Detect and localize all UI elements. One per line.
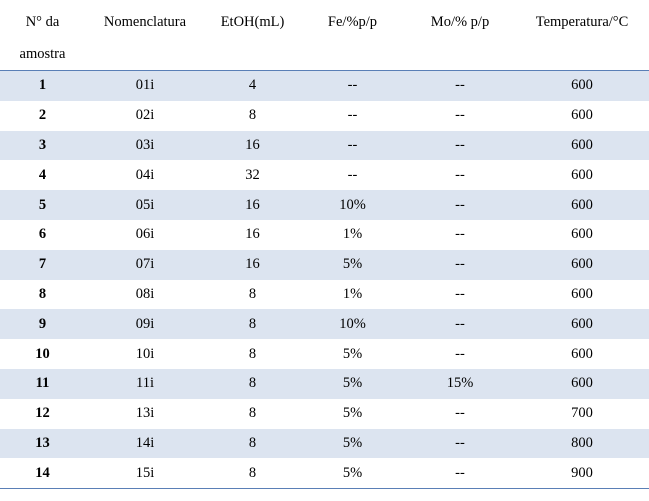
cell-sample-number: 10 [35,345,50,362]
cell-fe: -- [300,71,405,101]
cell-mo: -- [455,345,465,362]
cell-fe: 5% [300,429,405,459]
cell-mo: -- [405,71,515,101]
table-row [0,160,649,190]
cell-nomenclatura: 01i [85,71,205,101]
cell-fe: -- [347,166,358,183]
cell-mo: -- [405,429,515,459]
cell-etoh: 8 [248,345,257,362]
cell-etoh: 32 [245,166,260,183]
cell-nomenclatura: 08i [135,285,155,302]
cell-fe: -- [347,107,358,124]
table-row [0,339,649,369]
cell-mo: -- [455,285,465,302]
table-row [0,280,649,310]
cell-temperatura: 600 [571,107,593,124]
cell-nomenclatura: 02i [135,107,155,124]
cell-nomenclatura: 15i [85,458,205,488]
cell-mo: -- [405,458,515,488]
cell-temperatura: 600 [515,190,649,220]
cell-etoh: 8 [205,429,300,459]
table-row [0,250,649,280]
cell-etoh: 8 [205,309,300,339]
cell-etoh: 16 [205,190,300,220]
cell-fe: 1% [342,285,363,302]
cell-sample-number: 7 [0,250,85,280]
cell-nomenclatura: 09i [85,309,205,339]
cell-nomenclatura: 07i [85,250,205,280]
header-mo: Mo/% p/p [405,0,515,71]
cell-etoh: 8 [205,369,300,399]
cell-etoh: 16 [205,131,300,161]
header-etoh: EtOH(mL) [205,0,300,71]
cell-temperatura: 600 [571,226,593,243]
cell-temperatura: 600 [515,250,649,280]
cell-temperatura: 600 [571,166,593,183]
cell-sample-number: 14 [0,458,85,488]
cell-sample-number: 12 [35,405,50,422]
cell-nomenclatura: 03i [85,131,205,161]
cell-etoh: 16 [245,226,260,243]
cell-sample-number: 3 [0,131,85,161]
table-row [0,71,649,101]
cell-etoh: 8 [248,405,257,422]
cell-fe: -- [300,131,405,161]
table-row [0,309,649,339]
cell-fe: 5% [300,369,405,399]
header-nomenclatura: Nomenclatura [85,0,205,71]
table-body [0,71,649,489]
header-sample-line1: N° da [25,14,60,30]
cell-nomenclatura: 10i [135,345,155,362]
table-row [0,429,649,459]
cell-sample-number: 8 [38,285,47,302]
cell-temperatura: 600 [515,369,649,399]
cell-nomenclatura: 06i [135,226,155,243]
cell-sample-number: 13 [0,429,85,459]
cell-nomenclatura: 04i [135,166,155,183]
cell-etoh: 4 [205,71,300,101]
cell-fe: 1% [342,226,363,243]
cell-mo: -- [455,107,465,124]
header-sample-number [0,0,85,71]
cell-temperatura: 600 [571,285,593,302]
cell-mo: -- [405,131,515,161]
table-row [0,101,649,131]
cell-mo: -- [405,190,515,220]
cell-fe: 5% [342,405,363,422]
cell-mo: -- [405,250,515,280]
table-header [0,0,649,71]
cell-etoh: 8 [205,458,300,488]
cell-nomenclatura: 13i [135,405,155,422]
cell-etoh: 16 [205,250,300,280]
cell-temperatura: 600 [515,131,649,161]
cell-temperatura: 600 [515,309,649,339]
cell-nomenclatura: 14i [85,429,205,459]
cell-mo: -- [455,226,465,243]
cell-temperatura: 700 [571,405,593,422]
cell-sample-number: 11 [0,369,85,399]
header-temperatura: Temperatura/°C [515,0,649,71]
cell-temperatura: 800 [515,429,649,459]
cell-nomenclatura: 05i [85,190,205,220]
table-row [0,190,649,220]
table-row [0,131,649,161]
header-sample-line2: amostra [19,46,66,62]
cell-fe: 10% [300,190,405,220]
cell-sample-number: 5 [0,190,85,220]
cell-mo: 15% [405,369,515,399]
cell-temperatura: 900 [515,458,649,488]
table-row [0,399,649,429]
cell-etoh: 8 [248,107,257,124]
header-fe: Fe/%p/p [300,0,405,71]
cell-fe: 10% [300,309,405,339]
cell-sample-number: 4 [38,166,47,183]
cell-temperatura: 600 [571,345,593,362]
cell-etoh: 8 [248,285,257,302]
cell-mo: -- [405,309,515,339]
cell-fe: 5% [300,458,405,488]
cell-sample-number: 1 [0,71,85,101]
cell-temperatura: 600 [515,71,649,101]
cell-mo: -- [455,166,465,183]
table-row [0,220,649,250]
table-row [0,369,649,399]
cell-fe: 5% [300,250,405,280]
cell-fe: 5% [342,345,363,362]
cell-mo: -- [455,405,465,422]
cell-sample-number: 2 [38,107,47,124]
cell-nomenclatura: 11i [85,369,205,399]
cell-sample-number: 9 [0,309,85,339]
cell-sample-number: 6 [38,226,47,243]
table-row [0,458,649,488]
